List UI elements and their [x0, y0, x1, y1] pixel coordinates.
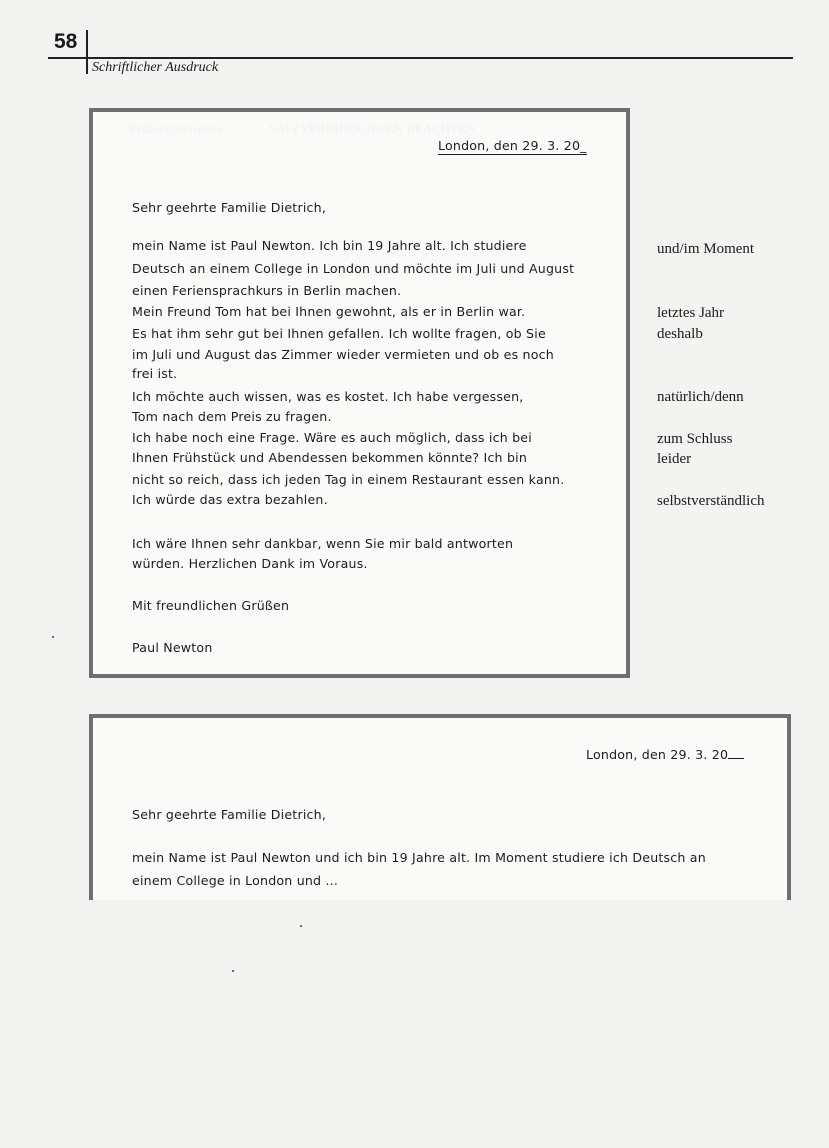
- rewrite-line: mein Name ist Paul Newton und ich bin 19 Jahre alt. Im Moment studiere ich Deutsch an: [132, 850, 706, 865]
- speck: [52, 636, 54, 638]
- rewrite-date: London, den 29. 3. 20: [586, 747, 744, 762]
- letter-line: einen Feriensprachkurs in Berlin machen.: [132, 283, 402, 298]
- letter-line: mein Name ist Paul Newton. Ich bin 19 Jahre alt. Ich studiere: [132, 238, 527, 253]
- letter-line: Ich möchte auch wissen, was es kostet. Ich habe vergessen,: [132, 389, 524, 404]
- letter-line: Ich habe noch eine Frage. Wäre es auch möglich, dass ich bei: [132, 430, 532, 445]
- page-number: 58: [54, 30, 78, 53]
- letter-signature: Paul Newton: [132, 640, 213, 655]
- connector-word: letztes Jahr: [657, 305, 725, 321]
- section-title: Schriftlicher Ausdruck: [92, 60, 219, 75]
- letter-line: Mein Freund Tom hat bei Ihnen gewohnt, als er in Berlin war.: [132, 304, 526, 319]
- letter-salutation: Sehr geehrte Familie Dietrich,: [132, 200, 327, 215]
- connector-word: leider: [657, 451, 692, 467]
- letter-line: nicht so reich, dass ich jeden Tag in einem Restaurant essen kann.: [132, 472, 565, 487]
- letter-date: London, den 29. 3. 20_: [438, 138, 587, 153]
- rewrite-salutation: Sehr geehrte Familie Dietrich,: [132, 807, 327, 822]
- letter-line: Deutsch an einem College in London und möchte im Juli und August: [132, 261, 575, 276]
- speck: [232, 970, 234, 972]
- connector-word: deshalb: [657, 326, 703, 342]
- letter-line: im Juli und August das Zimmer wieder vermieten und ob es noch: [132, 347, 554, 362]
- letter-line: Ich würde das extra bezahlen.: [132, 492, 328, 507]
- letter-line: frei ist.: [132, 366, 178, 381]
- header-divider: [86, 30, 88, 74]
- letter-greeting: Mit freundlichen Grüßen: [132, 598, 290, 613]
- connector-word: natürlich/denn: [657, 389, 744, 405]
- header-rule: [48, 57, 793, 59]
- letter-line: Ihnen Frühstück und Abendessen bekommen könnte? Ich bin: [132, 450, 528, 465]
- connector-word: selbstverständlich: [657, 493, 765, 509]
- letter-line: Es hat ihm sehr gut bei Ihnen gefallen. Ich wollte fragen, ob Sie: [132, 326, 546, 341]
- letter-line: Tom nach dem Preis zu fragen.: [132, 409, 332, 424]
- letter-closing-line: Ich wäre Ihnen sehr dankbar, wenn Sie mir bald antworten: [132, 536, 514, 551]
- connector-word: und/im Moment: [657, 241, 755, 257]
- speck: [300, 925, 302, 927]
- rewrite-line: einem College in London und ...: [132, 873, 339, 888]
- connector-word: zum Schluss: [657, 431, 733, 447]
- letter-closing-line: würden. Herzlichen Dank im Voraus.: [132, 556, 368, 571]
